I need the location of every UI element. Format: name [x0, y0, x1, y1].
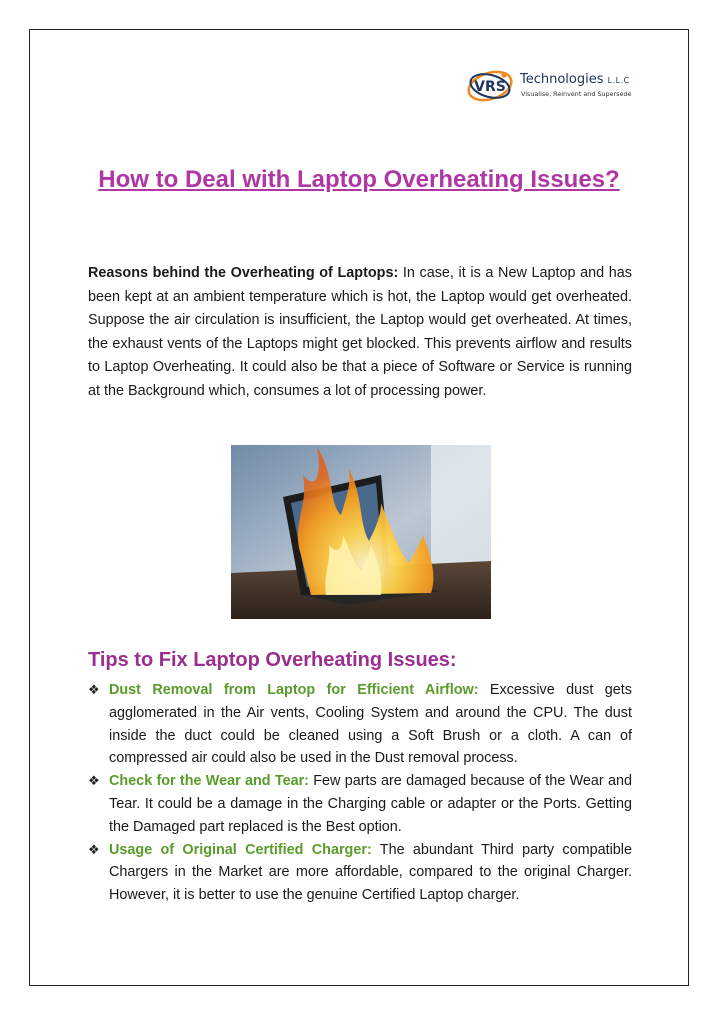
- diamond-bullet-icon: ❖: [88, 841, 100, 857]
- intro-text: In case, it is a New Laptop and has been kept at an ambient temperature which is hot, the Laptop would get overheated. Suppose the air circulation is insufficient, the Laptop would get overheated. At times, the exhaust vents of the Laptops might get blocked. This prevents airflow and results to Laptop Overheating. It could also be that a piece of Software or Service is running at the Background which, consumes a lot of processing power.: [88, 265, 632, 399]
- page-title: [30, 162, 688, 198]
- logo-mark-letters: VRS: [474, 79, 506, 95]
- list-item: [88, 770, 632, 838]
- diamond-bullet-icon: ❖: [88, 682, 100, 697]
- tip-title: Usage of Original Certified Charger:: [109, 841, 372, 858]
- tips-list: [88, 679, 632, 907]
- tip-title: Check for the Wear and Tear:: [109, 773, 309, 790]
- logo-mark-icon: [466, 66, 514, 106]
- page-title-text: How to Deal with Laptop Overheating Issues?: [98, 166, 620, 193]
- list-item: [88, 679, 632, 770]
- intro-lead: Reasons behind the Overheating of Laptops:: [88, 265, 399, 281]
- logo-suffix: L.L.C: [607, 76, 630, 85]
- intro-paragraph: [88, 262, 632, 404]
- logo-tagline: Visualise, Reinvent and Supersede: [521, 90, 632, 98]
- list-item: [88, 839, 632, 907]
- tip-title: Dust Removal from Laptop for Efficient Airflow:: [109, 682, 479, 698]
- tip-text: The abundant Third party compatible Chargers in the Market are more affordable, compared to the original Charger. However, it is better to use the genuine Certified Laptop charger.: [109, 841, 632, 904]
- logo-name: Technologies: [520, 72, 604, 87]
- laptop-on-fire-photo: [231, 445, 491, 619]
- tips-heading: Tips to Fix Laptop Overheating Issues:: [88, 649, 457, 671]
- company-logo: [466, 66, 636, 106]
- tip-text: Few parts are damaged because of the Wear and Tear. It could be a damage in the Charging cable or adapter or the Ports. Getting the Damaged part replaced is the Best option.: [109, 773, 633, 835]
- diamond-bullet-icon: ❖: [88, 773, 100, 789]
- document-page: [29, 29, 689, 986]
- tip-text: Excessive dust gets agglomerated in the Air vents, Cooling System and around the CPU. The dust inside the duct could be cleaned using a Soft Brush or a cloth. A can of compressed air could also be used in the Dust removal process.: [109, 682, 632, 767]
